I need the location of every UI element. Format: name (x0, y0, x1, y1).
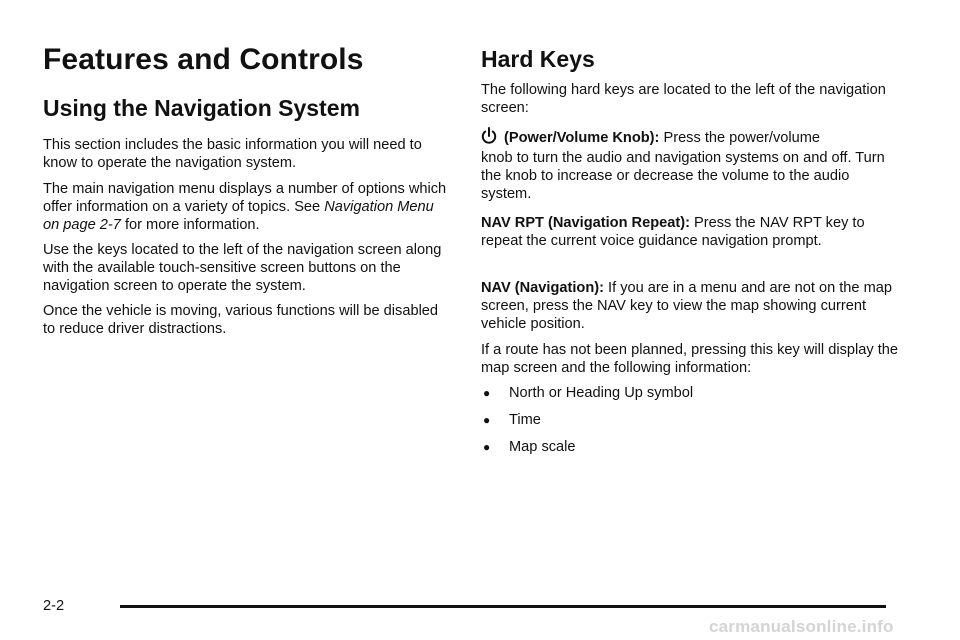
nav-entry (481, 279, 901, 333)
bullet-icon: ● (483, 413, 491, 427)
list-item-text: North or Heading Up symbol (509, 385, 694, 401)
intro-paragraph: This section includes the basic information you will need to know to operate the navigation system. (43, 137, 422, 171)
bullet-icon: ● (483, 440, 491, 454)
nav-rpt-text: Press the NAV RPT key to repeat the current voice guidance navigation prompt. (481, 215, 865, 249)
list-item-text: Map scale (509, 439, 576, 455)
nav-text: If you are in a menu and are not on the map screen, press the NAV key to view the map showing current vehicle position. (481, 280, 892, 332)
menu-paragraph-text: The main navigation menu displays a number of options which offer information on a variety of topics. See (43, 181, 447, 215)
nav-rpt-entry (481, 214, 901, 250)
menu-paragraph (43, 180, 453, 234)
power-icon (481, 127, 497, 145)
page-number: 2-2 (43, 598, 65, 614)
menu-paragraph-text-end: for more information. (124, 217, 260, 233)
keys-paragraph: Use the keys located to the left of the navigation screen along with the available touch-sensitive screen buttons on the navigation screen to operate the system. (43, 242, 442, 294)
power-knob-description: knob to turn the audio and navigation systems on and off. Turn the knob to increase or decrease the volume to the audio system. (481, 150, 885, 202)
section-heading: Features and Controls (43, 43, 364, 76)
nav-term: NAV (Navigation): (481, 280, 604, 296)
nav-rpt-term: NAV RPT (Navigation Repeat): (481, 215, 690, 231)
power-knob-text-first: Press the power/volume (663, 130, 821, 146)
watermark: carmanualsonline.info (709, 617, 894, 636)
hard-keys-heading: Hard Keys (481, 46, 595, 72)
subsection-heading: Using the Navigation System (43, 95, 360, 121)
power-knob-term: (Power/Volume Knob): (504, 130, 660, 146)
hard-keys-intro: The following hard keys are located to the left of the navigation screen: (481, 82, 886, 116)
power-knob-entry (481, 127, 901, 147)
cross-reference-link[interactable]: Navigation Menu on page 2-7 (43, 199, 434, 233)
route-paragraph: If a route has not been planned, pressing this key will display the map screen and the following information: (481, 342, 898, 376)
list-item-text: Time (509, 412, 541, 428)
driving-paragraph: Once the vehicle is moving, various functions will be disabled to reduce driver distractions. (43, 303, 439, 337)
bullet-icon: ● (483, 386, 491, 400)
footer-divider (120, 605, 886, 608)
